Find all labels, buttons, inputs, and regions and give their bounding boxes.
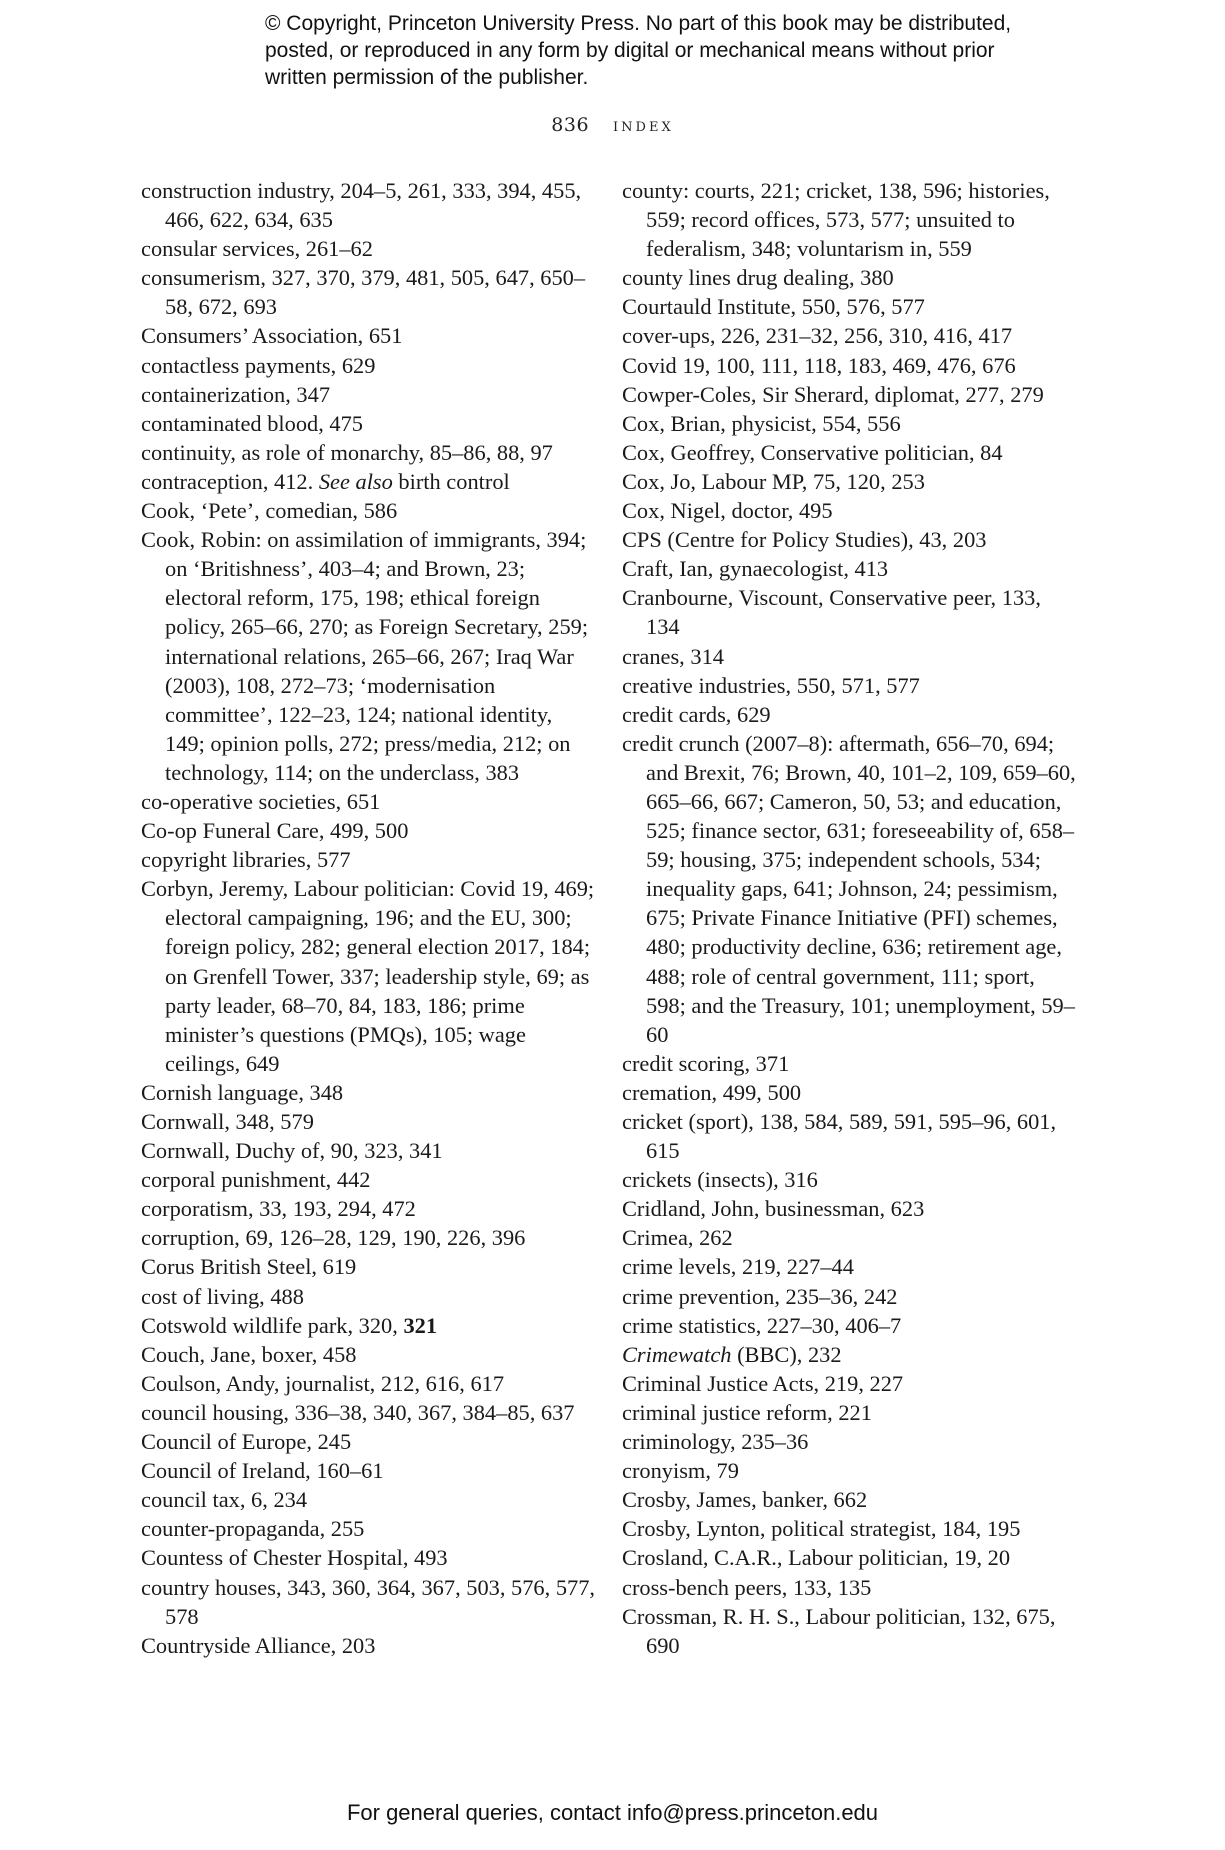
index-entry: Countess of Chester Hospital, 493 [141, 1545, 448, 1571]
index-entry: council tax, 6, 234 [141, 1487, 308, 1513]
index-entry: cremation, 499, 500 [622, 1079, 802, 1105]
index-entry: creative industries, 550, 571, 577 [622, 672, 920, 698]
index-entry: Crossman, R. H. S., Labour politician, 132, 675, 690 [622, 1603, 1056, 1658]
index-entry: contaminated blood, 475 [141, 410, 363, 436]
index-entry: Co-op Funeral Care, 499, 500 [141, 818, 409, 844]
index-entry: crime levels, 219, 227–44 [622, 1254, 854, 1280]
index-entry: Council of Europe, 245 [141, 1429, 352, 1455]
index-entry: Craft, Ian, gynaecologist, 413 [622, 556, 889, 582]
index-entry: Crosby, James, banker, 662 [622, 1487, 868, 1513]
index-entry: credit scoring, 371 [622, 1050, 790, 1076]
footer-contact: For general queries, contact info@press.princeton.edu [346, 1800, 879, 1825]
index-entry: Crosby, Lynton, political strategist, 184, 195 [622, 1516, 1021, 1542]
index-entry: cricket (sport), 138, 584, 589, 591, 595–96, 601, 615 [622, 1109, 1057, 1164]
index-entry: Corbyn, Jeremy, Labour politician: Covid 19, 469; electoral campaigning, 196; and the EU, 300; foreign policy, 282; general election 2017, 184; on Grenfell Tower, 337; leadership style, 69; as party leader, 68–70, 84, 183, 186; prime minister’s questions (PMQs), 105; wage ceilings, 649 [141, 876, 595, 1076]
index-entry: Cox, Geoffrey, Conservative politician, 84 [622, 439, 1003, 465]
index-entry: cross-bench peers, 133, 135 [622, 1574, 872, 1600]
index-entry: containerization, 347 [141, 381, 331, 407]
index-entry: copyright libraries, 577 [141, 847, 351, 873]
index-entry: credit cards, 629 [622, 701, 771, 727]
index-entry: Cox, Brian, physicist, 554, 556 [622, 410, 901, 436]
index-entry: Cowper-Coles, Sir Sherard, diplomat, 277, 279 [622, 381, 1044, 407]
page-number: 836 [551, 114, 590, 136]
index-entry: Crimea, 262 [622, 1225, 733, 1251]
index-entry: crime statistics, 227–30, 406–7 [622, 1312, 902, 1338]
copyright-notice: © Copyright, Princeton University Press. No part of this book may be distributed, posted, or reproduced in any form by digital or mechanical means without prior written permission of the publisher. [265, 12, 1012, 89]
index-entry: Countryside Alliance, 203 [141, 1632, 376, 1658]
index-column-right [622, 176, 1077, 1660]
index-entry: Cotswold wildlife park, 320, 321 [141, 1312, 438, 1338]
index-column-left [141, 176, 596, 1660]
index-entry: contactless payments, 629 [141, 352, 376, 378]
index-entry: cranes, 314 [622, 643, 724, 669]
index-entry: consumerism, 327, 370, 379, 481, 505, 647, 650–58, 672, 693 [141, 265, 586, 320]
index-entry: construction industry, 204–5, 261, 333, 394, 455, 466, 622, 634, 635 [141, 178, 582, 233]
index-entry: Cranbourne, Viscount, Conservative peer, 133, 134 [622, 585, 1041, 640]
index-entry: Cox, Nigel, doctor, 495 [622, 498, 833, 524]
index-entry: credit crunch (2007–8): aftermath, 656–70, 694; and Brexit, 76; Brown, 40, 101–2, 109, 659–60, 665–66, 667; Cameron, 50, 53; and education, 525; finance sector, 631; foreseeability of, 658–59; housing, 375; independent schools, 534; inequality gaps, 641; Johnson, 24; pessimism, 675; Private Finance Initiative (PFI) schemes, 480; productivity decline, 636; retirement age, 488; role of central government, 111; sport, 598; and the Treasury, 101; unemployment, 59–60 [622, 730, 1076, 1047]
index-entry: Corus British Steel, 619 [141, 1254, 357, 1280]
running-head [0, 114, 1225, 136]
index-entry: corporatism, 33, 193, 294, 472 [141, 1196, 416, 1222]
index-entry: crime prevention, 235–36, 242 [622, 1283, 898, 1309]
index-entry: CPS (Centre for Policy Studies), 43, 203 [622, 527, 987, 553]
index-entry: Council of Ireland, 160–61 [141, 1458, 384, 1484]
index-entry: consular services, 261–62 [141, 236, 373, 262]
index-entry: corporal punishment, 442 [141, 1167, 371, 1193]
index-entry: country houses, 343, 360, 364, 367, 503, 576, 577, 578 [141, 1574, 596, 1629]
index-entry: Criminal Justice Acts, 219, 227 [622, 1370, 904, 1396]
index-entry: Cook, ‘Pete’, comedian, 586 [141, 498, 398, 524]
index-entry: county lines drug dealing, 380 [622, 265, 894, 291]
index-entry: Cornish language, 348 [141, 1079, 344, 1105]
index-entry: criminal justice reform, 221 [622, 1399, 872, 1425]
index-entry: Courtauld Institute, 550, 576, 577 [622, 294, 925, 320]
index-entry: crickets (insects), 316 [622, 1167, 818, 1193]
index-entry: counter-propaganda, 255 [141, 1516, 365, 1542]
index-entry: cover-ups, 226, 231–32, 256, 310, 416, 417 [622, 323, 1013, 349]
index-entry: council housing, 336–38, 340, 367, 384–85, 637 [141, 1399, 575, 1425]
index-entry: Crosland, C.A.R., Labour politician, 19, 20 [622, 1545, 1011, 1571]
running-head-title: index [613, 114, 674, 136]
index-entry: Consumers’ Association, 651 [141, 323, 403, 349]
index-entry: Cornwall, Duchy of, 90, 323, 341 [141, 1138, 443, 1164]
index-entry: Couch, Jane, boxer, 458 [141, 1341, 357, 1367]
index-entry: Cridland, John, businessman, 623 [622, 1196, 925, 1222]
index-entry: cronyism, 79 [622, 1458, 739, 1484]
index-entry: co-operative societies, 651 [141, 788, 381, 814]
index-entry: cost of living, 488 [141, 1283, 304, 1309]
index-entry: corruption, 69, 126–28, 129, 190, 226, 396 [141, 1225, 526, 1251]
index-entry: Coulson, Andy, journalist, 212, 616, 617 [141, 1370, 505, 1396]
index-entry: contraception, 412. See also birth control [141, 468, 510, 494]
index-entry: continuity, as role of monarchy, 85–86, 88, 97 [141, 439, 553, 465]
index-entry: county: courts, 221; cricket, 138, 596; histories, 559; record offices, 573, 577; unsuited to federalism, 348; voluntarism in, 559 [622, 178, 1050, 262]
index-entry: Covid 19, 100, 111, 118, 183, 469, 476, 676 [622, 352, 1016, 378]
index-entry: Cook, Robin: on assimilation of immigrants, 394; on ‘Britishness’, 403–4; and Brown, 23; electoral reform, 175, 198; ethical foreign policy, 265–66, 270; as Foreign Secretary, 259; international relations, 265–66, 267; Iraq War (2003), 108, 272–73; ‘modernisation committee’, 122–23, 124; national identity, 149; opinion polls, 272; press/media, 212; on technology, 114; on the underclass, 383 [141, 527, 589, 785]
index-entry: Cox, Jo, Labour MP, 75, 120, 253 [622, 468, 925, 494]
index-entry: Crimewatch (BBC), 232 [622, 1341, 842, 1367]
index-entry: criminology, 235–36 [622, 1429, 809, 1455]
index-entry: Cornwall, 348, 579 [141, 1109, 314, 1134]
